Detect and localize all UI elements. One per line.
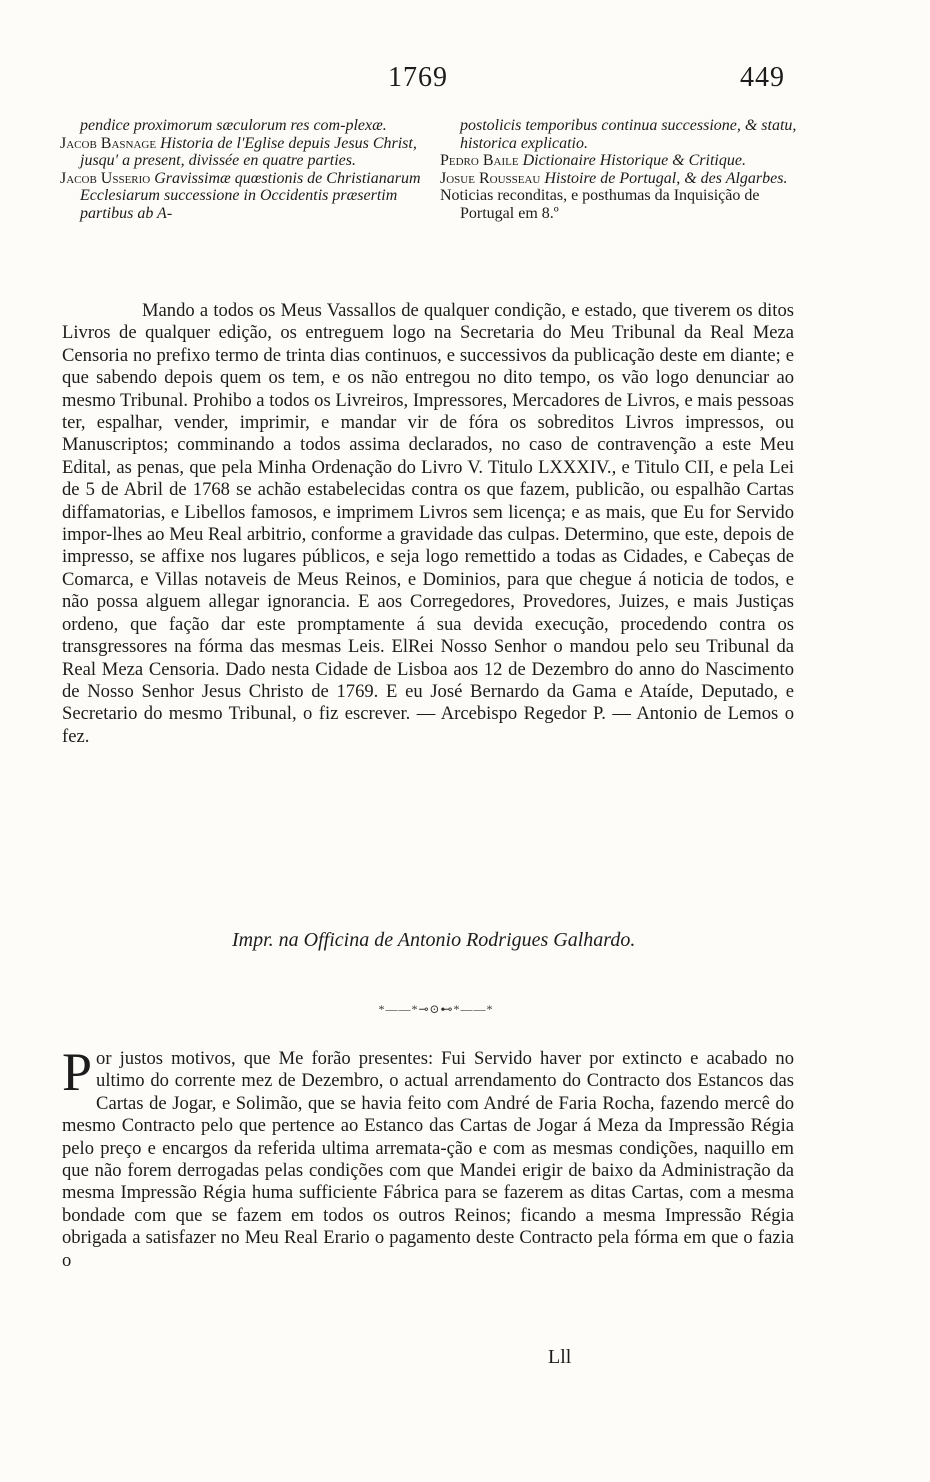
signature-mark: Lll — [548, 1346, 572, 1368]
reference-title: pendice proximorum sæculorum res com-plexæ. — [80, 117, 387, 134]
references-right-column — [440, 117, 802, 222]
reference-entry — [440, 152, 802, 170]
drop-cap: P — [62, 1042, 93, 1102]
reference-author: Jacob Usserio — [60, 169, 151, 187]
decree-text: or justos motivos, que Me forão presentes: Fui Servido haver por extincto e acabado no ultimo do corrente mez de Dezembro, o actual arrendamento do Contracto dos Estancos das Cartas de Jogar, e Solimão, que se havia feito com André de Faria Rocha, fazendo mercê do mesmo Contracto pelo que pertence ao Estanco das Cartas de Jogar á Meza da Impressão Régia pelo preço e encargos da referida ultima arremata-ção e com as mesmas condições, naquillo em que não forem derrogadas pelas condições com que Mandei erigir de baixo da Administração da mesma Impressão Régia huma sufficiente Fábrica para se fazerem as ditas Cartas, com a mesma bondade com que se fazem em todos os outros Reinos; ficando a mesma Impressão Régia obrigada a satisfazer no Meu Real Erario o pagamento deste Contracto pela fórma em que o fazia o — [62, 1048, 794, 1271]
reference-entry — [440, 187, 802, 222]
reference-entry — [440, 117, 802, 152]
reference-title: Dictionaire Historique & Critique. — [522, 152, 746, 169]
reference-title: Gravissimæ quœstionis de Christianarum Ecclesiarum successione in Occidentis præsertim partibus ab A- — [80, 169, 421, 222]
reference-title: Historia de l'Eglise depuis Jesus Christ, jusqu' a present, divissée en quatre parties. — [80, 134, 417, 169]
imprint-line: Impr. na Officina de Antonio Rodrigues Galhardo. — [232, 929, 636, 951]
running-head — [0, 62, 930, 98]
reference-author: Pedro Baile — [440, 152, 519, 169]
section-divider-ornament: *——*⊸⊙⊷*——* — [378, 1002, 494, 1016]
reference-author: Josue Rousseau — [440, 169, 541, 187]
reference-entry — [440, 170, 802, 188]
reference-title: postolicis temporibus continua successione, & statu, historica explicatio. — [460, 117, 797, 152]
decree-paragraph — [62, 1042, 794, 1272]
reference-author: Jacob Basnage — [60, 134, 157, 152]
references-left-column — [60, 117, 430, 222]
reference-entry — [60, 117, 430, 135]
reference-entry — [60, 135, 430, 170]
page-year: 1769 — [388, 62, 448, 93]
reference-title: Noticias reconditas, e posthumas da Inquisição de Portugal em 8.º — [440, 187, 760, 222]
page-number: 449 — [740, 62, 785, 93]
edict-paragraph: Mando a todos os Meus Vassallos de qualquer condição, e estado, que tiverem os ditos Livros de qualquer edição, os entreguem logo na Secretaria do Meu Tribunal da Real Meza Censoria no prefixo termo de trinta dias continuos, e successivos da publicação deste em diante; e que sabendo depois quem os tem, e os não entregou no dito tempo, os vão logo denunciar ao mesmo Tribunal. Prohibo a todos os Livreiros, Impressores, Mercadores de Livros, e mais pessoas ter, espalhar, vender, imprimir, e mandar vir de fóra os sobreditos Livros impressos, ou Manuscriptos; comminando a todos assima declarados, no caso de contravenção a este Meu Edital, as penas, que pela Minha Ordenação do Livro V. Titulo LXXXIV., e Titulo CII, e pela Lei de 5 de Abril de 1768 se achão estabelecidas contra os que fazem, publicão, ou espalhão Cartas diffamatorias, e Libellos famosos, e imprimem Livros sem licença; e as mais, que Eu for Servido impor-lhes ao Meu Real arbitrio, conforme a gravidade das culpas. Determino, que este, depois de impresso, se affixe nos lugares públicos, e seja logo remettido a todas as Cidades, e Cabeças de Comarca, e Villas notaveis de Meus Reinos, e Dominios, para que chegue á noticia de todos, e não possa alguem allegar ignorancia. E aos Corregedores, Provedores, Juizes, e mais Justiças ordeno, que fação dar este promptamente á sua devida execução, procedendo contra os transgressores na fórma das mesmas Leis. ElRei Nosso Senhor o mandou pelo seu Tribunal da Real Meza Censoria. Dado nesta Cidade de Lisboa aos 12 de Dezembro do anno do Nascimento de Nosso Senhor Jesus Christo de 1769. E eu José Bernardo da Gama e Ataíde, Deputado, e Secretario do mesmo Tribunal, o fiz escrever. — Arcebispo Regedor P. — Antonio de Lemos o fez. — [62, 300, 794, 747]
reference-title: Histoire de Portugal, & des Algarbes. — [544, 169, 788, 187]
reference-entry — [60, 170, 430, 223]
